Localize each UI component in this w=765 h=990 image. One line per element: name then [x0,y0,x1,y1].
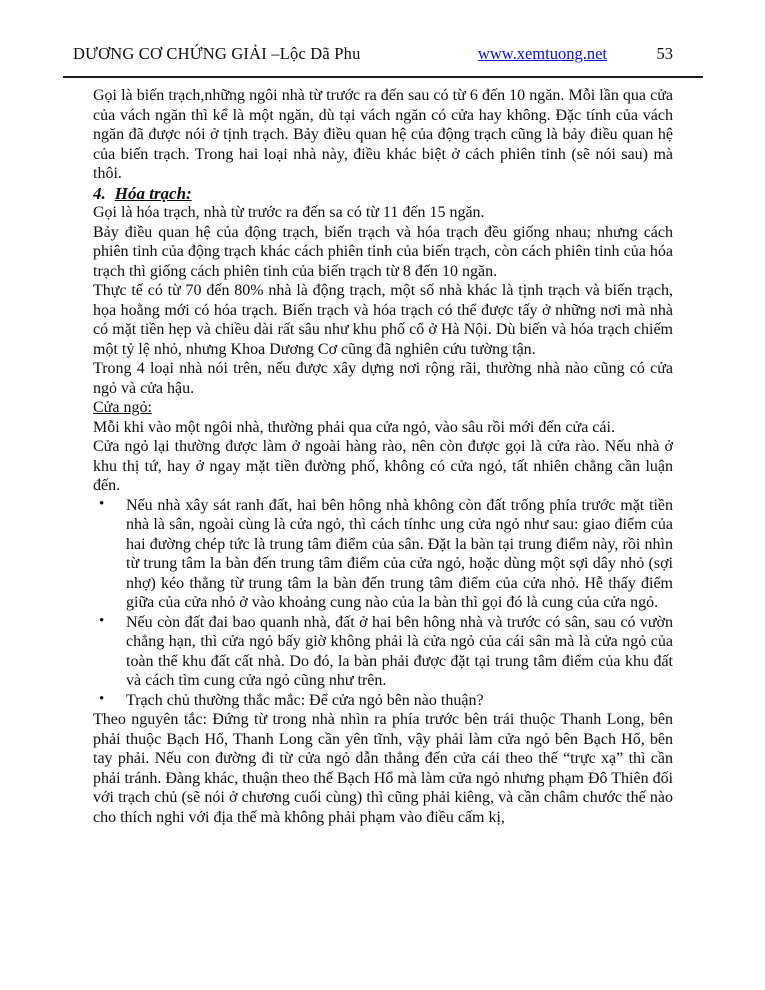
bullet-item-dat-dai [93,613,673,691]
header-divider [63,76,703,78]
subheading-cua-ngo [93,398,673,418]
bullet-text: Nếu còn đất đai bao quanh nhà, đất ở hai bên hông nhà và trước có sân, sau có vườn chẳng hạn, thì cửa ngỏ bấy giờ không phải là cửa ngỏ của cái sân mà là cửa ngỏ của toàn thể khu đất cất nhà. Do đó, la bàn phải được đặt tại trung tâm điểm của khu đất và cách tìm cung cửa ngỏ cũng như trên. [126,613,673,689]
bullet-item-ranh-dat [93,496,673,613]
subheading-text: Cửa ngỏ: [93,399,152,416]
paragraph-bay-dieu: Bảy điều quan hệ của động trạch, biến trạch và hóa trạch đều giống nhau; nhưng cách phiên tinh của động trạch khác cách phiên tinh của biến trạch, còn cách phiên tinh của hóa trạch thì giống cách phiên tinh của biến trạch từ 8 đến 10 ngăn. [93,223,673,280]
paragraph-bien-trach: Gọi là biến trạch,những ngôi nhà từ trước ra đến sau có từ 6 đến 10 ngăn. Mỗi lần qua cửa của vách ngăn thì kể là một ngăn, dù tại vách ngăn có cửa hay không. Đặc tính của vách ngăn đã được nói ở tịnh trạch. Bảy điều quan hệ của động trạch cũng là bảy điều quan hệ của biến trạch. Trong hai loại nhà này, điều khác biệt ở cách phiên tinh (sẽ nói sau) mà thôi. [93,87,673,182]
paragraph-cua-ngo-lai: Cửa ngỏ lại thường được làm ở ngoài hàng rào, nên còn được gọi là cửa rào. Nếu nhà ở khu thị tứ, hay ở ngay mặt tiền đường phố, không có cửa ngỏ, tất nhiên chẳng cần luận đến. [93,438,673,494]
bullet-icon: • [99,612,105,629]
page-header [73,44,673,64]
header-website-link[interactable]: www.xemtuong.net [477,44,607,63]
bullet-text: Trạch chủ thường thắc mắc: Để cửa ngỏ bên nào thuận? [126,691,484,709]
bullet-item-trach-chu [93,691,673,711]
section-title: Hóa trạch: [114,183,192,203]
bullet-icon: • [99,495,105,512]
section-number: 4. [93,183,106,203]
paragraph-theo-nguyen-tac: Theo nguyên tắc: Đứng từ trong nhà nhìn ra phía trước bên trái thuộc Thanh Long, bên phải thuộc Bạch Hổ, Thanh Long cần yên tĩnh, vậy phải làm cửa ngỏ bên Bạch Hổ, bên tay phải. Nếu con đường đi từ cửa ngỏ dẫn thẳng đến cửa cái theo thế “trực xạ” thì cần phải tránh. Đàng khác, thuận theo thế Bạch Hổ mà làm cửa ngỏ nhưng phạm Đô Thiên đối với trạch chủ (sẽ nói ở chương cuối cùng) thì cũng phải kiêng, và cần châm chước thế nào cho thích nghi với địa thế mà không phải phạm vào điều cấm kị, [93,711,674,826]
paragraph-trong-4-loai: Trong 4 loại nhà nói trên, nếu được xây dựng nơi rộng rãi, thường nhà nào cũng có cửa ngỏ và cửa hậu. [93,360,673,397]
bullet-icon: • [99,690,105,707]
page-number: 53 [656,44,673,63]
document-body [93,86,673,827]
paragraph-hoa-trach-def: Gọi là hóa trạch, nhà từ trước ra đến sa có từ 11 đến 15 ngăn. [93,204,485,221]
bullet-text: Nếu nhà xây sát ranh đất, hai bên hông nhà không còn đất trống phía trước mặt tiền nhà là sân, ngoài cùng là cửa ngỏ, thì cách tínhc ung cửa ngỏ như sau: giao điểm của hai đường chép tức là trung tâm điểm của sân. Đặt la bàn tại trung điểm này, rồi nhìn từ trung tâm la bàn đến trung tâm điểm của cửa ngỏ, hoặc dùng một sợi dây nhỏ (sợi nhợ) kéo thẳng từ trung tâm la bàn đến trung tâm điểm của cửa nhỏ. Hễ thấy điểm giữa của cửa nhỏ ở vào khoảng cung nào của la bàn thì gọi đó là cung của cửa ngỏ. [126,496,673,611]
section-heading-hoa-trach [93,184,673,204]
paragraph-moi-khi: Mỗi khi vào một ngôi nhà, thường phải qua cửa ngỏ, vào sâu rồi mới đến cửa cái. [93,418,615,436]
paragraph-thuc-te: Thực tế có từ 70 đến 80% nhà là động trạch, một số nhà khác là tịnh trạch và biến trạch, họa hoằng mới có hóa trạch. Biến trạch và hóa trạch có thể được tấy ở những nơi mà nhà có mặt tiền hẹp và chiều dài rất sâu như khu phố cổ ở Hà Nội. Dù biến và hóa trạch chiếm một tỷ lệ nhỏ, nhưng Khoa Dương Cơ cũng đã nghiên cứu tường tận. [93,282,673,358]
header-title: DƯƠNG CƠ CHỨNG GIẢI –Lộc Dã Phu [73,44,361,63]
